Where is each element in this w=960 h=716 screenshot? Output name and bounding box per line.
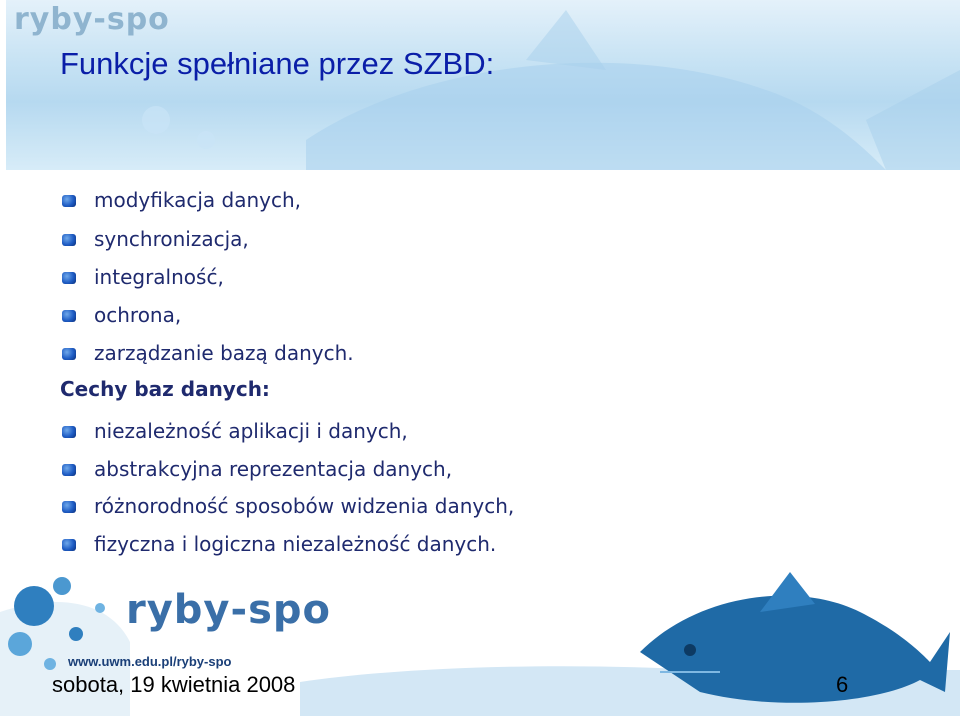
list-item: ochrona, xyxy=(94,303,182,327)
list-item: różnorodność sposobów widzenia danych, xyxy=(94,494,515,518)
bullet-icon xyxy=(62,310,76,322)
list-item: modyfikacja danych, xyxy=(94,188,301,212)
page-title: Funkcje spełniane przez SZBD: xyxy=(60,46,495,81)
slide-date: sobota, 19 kwietnia 2008 xyxy=(52,672,296,697)
page-number: 6 xyxy=(836,672,849,697)
bullet-icon xyxy=(62,234,76,246)
list-item: synchronizacja, xyxy=(94,227,249,251)
header-banner xyxy=(6,0,960,170)
header-logo: ryby-spo xyxy=(14,2,170,37)
bullet-icon xyxy=(62,539,76,551)
footer-logo: ryby-spo xyxy=(126,587,332,633)
list-item: fizyczna i logiczna niezależność danych. xyxy=(94,532,497,556)
list-item: zarządzanie bazą danych. xyxy=(94,341,354,365)
bullet-icon xyxy=(62,501,76,513)
bullet-icon xyxy=(62,348,76,360)
footer-url[interactable]: www.uwm.edu.pl/ryby-spo xyxy=(68,654,232,669)
list-item: integralność, xyxy=(94,265,224,289)
list-item: niezależność aplikacji i danych, xyxy=(94,419,408,443)
footer xyxy=(0,572,960,716)
features-heading: Cechy baz danych: xyxy=(60,377,270,401)
list-item: abstrakcyjna reprezentacja danych, xyxy=(94,457,453,481)
bullet-icon xyxy=(62,272,76,284)
bullet-icon xyxy=(62,195,76,207)
bullet-icon xyxy=(62,464,76,476)
bullet-icon xyxy=(62,426,76,438)
